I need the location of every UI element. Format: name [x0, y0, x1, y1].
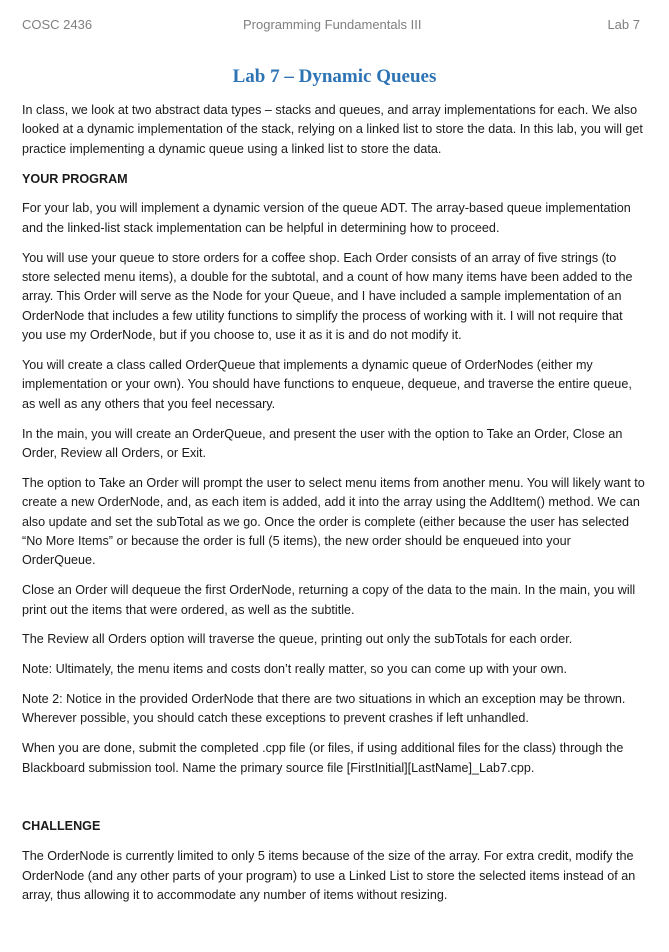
paragraph-note-2: Note 2: Notice in the provided OrderNode that there are two situations in which an exception may be thrown. Wherever possible, you should catch these exceptions to prevent crashes if left unhandled. [22, 692, 626, 726]
paragraph-note-1: Note: Ultimately, the menu items and costs don’t really matter, so you can come up with your own. [22, 662, 568, 677]
challenge-paragraph: The OrderNode is currently limited to only 5 items because of the size of the array. For extra credit, modify the OrderNode (and any other parts of your program) to use a Linked List to store the selected items instead of an array, thus allowing it to accommodate any number of items without resizing. [22, 849, 636, 903]
lab-number: Lab 7 [607, 17, 640, 32]
paragraph-close-order: Close an Order will dequeue the first OrderNode, returning a copy of the data to the main. In the main, you will print out the items that were ordered, as well as the subtitle. [22, 583, 636, 617]
paragraph-orders: You will use your queue to store orders for a coffee shop. Each Order consists of an array of five strings (to store selected menu items), a double for the subtotal, and a count of how many items have been added to the array. This Order will serve as the Node for your Queue, and I have included a sample implementation of an OrderNode that includes a few utility functions to simplify the process of working with it. I will not require that you use my OrderNode, but if you choose to, use it as it is and do not modify it. [22, 250, 633, 343]
section-spacer [22, 788, 646, 817]
document-body [22, 101, 646, 916]
course-title: Programming Fundamentals III [243, 17, 422, 32]
paragraph-implementation: For your lab, you will implement a dynamic version of the queue ADT. The array-based queue implementation and the linked-list stack implementation can be helpful in determining how to proceed. [22, 201, 631, 235]
intro-paragraph: In class, we look at two abstract data types – stacks and queues, and array implementations for each. We also looked at a dynamic implementation of the stack, relying on a linked list to store the data. In this lab, you will get practice implementing a dynamic queue using a linked list to store the data. [22, 103, 643, 156]
paragraph-review-orders: The Review all Orders option will traverse the queue, printing out only the subTotals for each order. [22, 632, 573, 647]
course-code: COSC 2436 [22, 17, 93, 32]
document-title: Lab 7 – Dynamic Queues [232, 66, 437, 87]
paragraph-take-order: The option to Take an Order will prompt the user to select menu items from another menu. You will likely want to create a new OrderNode, and, as each item is added, add it into the array using the AddItem() method. We can also update and set the subTotal as we go. Once the order is complete (either because the user has selected “No More Items” or because the order is full (5 items), the new order should be enqueued into your OrderQueue. [22, 475, 645, 568]
paragraph-main-menu: In the main, you will create an OrderQueue, and present the user with the option to Take an Order, Close an Order, Review all Orders, or Exit. [22, 426, 623, 461]
your-program-heading: YOUR PROGRAM [22, 171, 128, 186]
paragraph-submission: When you are done, submit the completed .cpp file (or files, if using additional files for the class) through the Blackboard submission tool. Name the primary source file [FirstInitial][LastName]_Lab7.cpp. [22, 741, 624, 775]
paragraph-orderqueue: You will create a class called OrderQueue that implements a dynamic queue of OrderNodes (either my implementation or your own). You should have functions to enqueue, dequeue, and traverse the entire queue, as well as any others that you feel necessary. [22, 358, 632, 411]
challenge-heading: CHALLENGE [22, 819, 101, 834]
page-header [22, 17, 640, 35]
